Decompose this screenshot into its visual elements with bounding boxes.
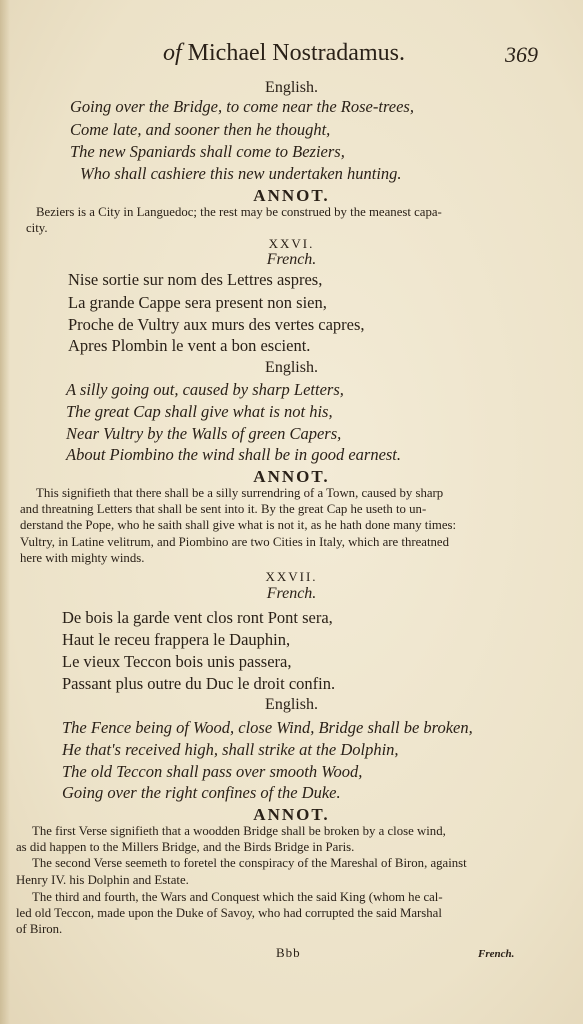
annot-line: derstand the Pope, who he saith shall give what is not it, as he hath done many times: — [20, 518, 457, 532]
catchword: French. — [478, 948, 515, 960]
annot-line: The third and fourth, the Wars and Conquest which the said King (whom he cal- — [32, 890, 443, 904]
annot-line: This signifieth that there shall be a silly surrendring of a Town, caused by sharp — [36, 486, 444, 500]
verse-line: The new Spaniards shall come to Beziers, — [70, 142, 345, 161]
verse-line: La grande Cappe sera present non sien, — [68, 293, 327, 312]
english-label: English. — [265, 359, 318, 376]
quatrain-number: XXVII. — [265, 569, 318, 584]
verse-line: Haut le receu frappera le Dauphin, — [62, 630, 291, 649]
annot-heading: ANNOT. — [253, 186, 330, 205]
annot-line: led old Teccon, made upon the Duke of Savoy, who had corrupted the said Marshal — [16, 906, 442, 920]
verse-line: Nise sortie sur nom des Lettres aspres, — [68, 270, 323, 289]
verse-line: De bois la garde vent clos ront Pont sera, — [62, 608, 333, 627]
verse-line: A silly going out, caused by sharp Letters, — [66, 380, 344, 399]
title-text: Michael Nostradamus. — [187, 40, 405, 66]
page-gutter — [0, 0, 10, 1024]
verse-line: About Piombino the wind shall be in good earnest. — [66, 445, 402, 464]
annot-line: The first Verse signifieth that a woodden Bridge shall be broken by a close wind, — [32, 824, 446, 838]
annot-line: here with mighty winds. — [20, 551, 145, 565]
annot-line: of Biron. — [16, 922, 63, 936]
verse-line: Who shall cashiere this new undertaken hunting. — [80, 164, 402, 183]
french-label: French. — [266, 585, 317, 602]
title-prefix: of — [163, 40, 182, 66]
annot-line: The second Verse seemeth to foretel the conspiracy of the Mareshal of Biron, against — [32, 856, 467, 870]
english-label: English. — [265, 696, 318, 713]
annot-line: Beziers is a City in Languedoc; the rest may be construed by the meanest capa- — [36, 205, 442, 219]
annot-line: city. — [26, 221, 48, 235]
annot-heading: ANNOT. — [253, 467, 330, 486]
annot-line: Henry IV. his Dolphin and Estate. — [16, 873, 189, 887]
annot-heading: ANNOT. — [253, 805, 330, 824]
verse-line: Proche de Vultry aux murs des vertes capres, — [68, 315, 365, 334]
verse-line: He that's received high, shall strike at the Dolphin, — [62, 740, 399, 759]
verse-line: The Fence being of Wood, close Wind, Bridge shall be broken, — [62, 718, 473, 737]
verse-line: Apres Plombin le vent a bon escient. — [68, 336, 311, 355]
annot-line: Vultry, in Latine velitrum, and Piombino are two Cities in Italy, which are threatned — [20, 535, 450, 549]
verse-line: Passant plus outre du Duc le droit confin. — [62, 674, 336, 693]
annot-line: as did happen to the Millers Bridge, and the Birds Bridge in Paris. — [16, 840, 355, 854]
verse-line: The old Teccon shall pass over smooth Wood, — [62, 762, 363, 781]
verse-line: Come late, and sooner then he thought, — [70, 120, 331, 139]
quatrain-number: XXVI. — [268, 236, 315, 251]
verse-line: Near Vultry by the Walls of green Capers, — [66, 424, 342, 443]
page-number: 369 — [505, 42, 538, 67]
signature-mark: Bbb — [276, 945, 301, 960]
french-label: French. — [266, 251, 317, 268]
running-header — [0, 40, 583, 70]
verse-line: Going over the Bridge, to come near the Rose-trees, — [70, 97, 414, 116]
running-title — [163, 40, 405, 67]
verse-line: The great Cap shall give what is not his, — [66, 402, 333, 421]
annot-line: and threatning Letters that shall be sent into it. By the great Cap he useth to un- — [20, 502, 427, 516]
verse-line: Le vieux Teccon bois unis passera, — [62, 652, 292, 671]
verse-line: Going over the right confines of the Duke. — [62, 783, 341, 802]
english-label: English. — [265, 79, 318, 96]
